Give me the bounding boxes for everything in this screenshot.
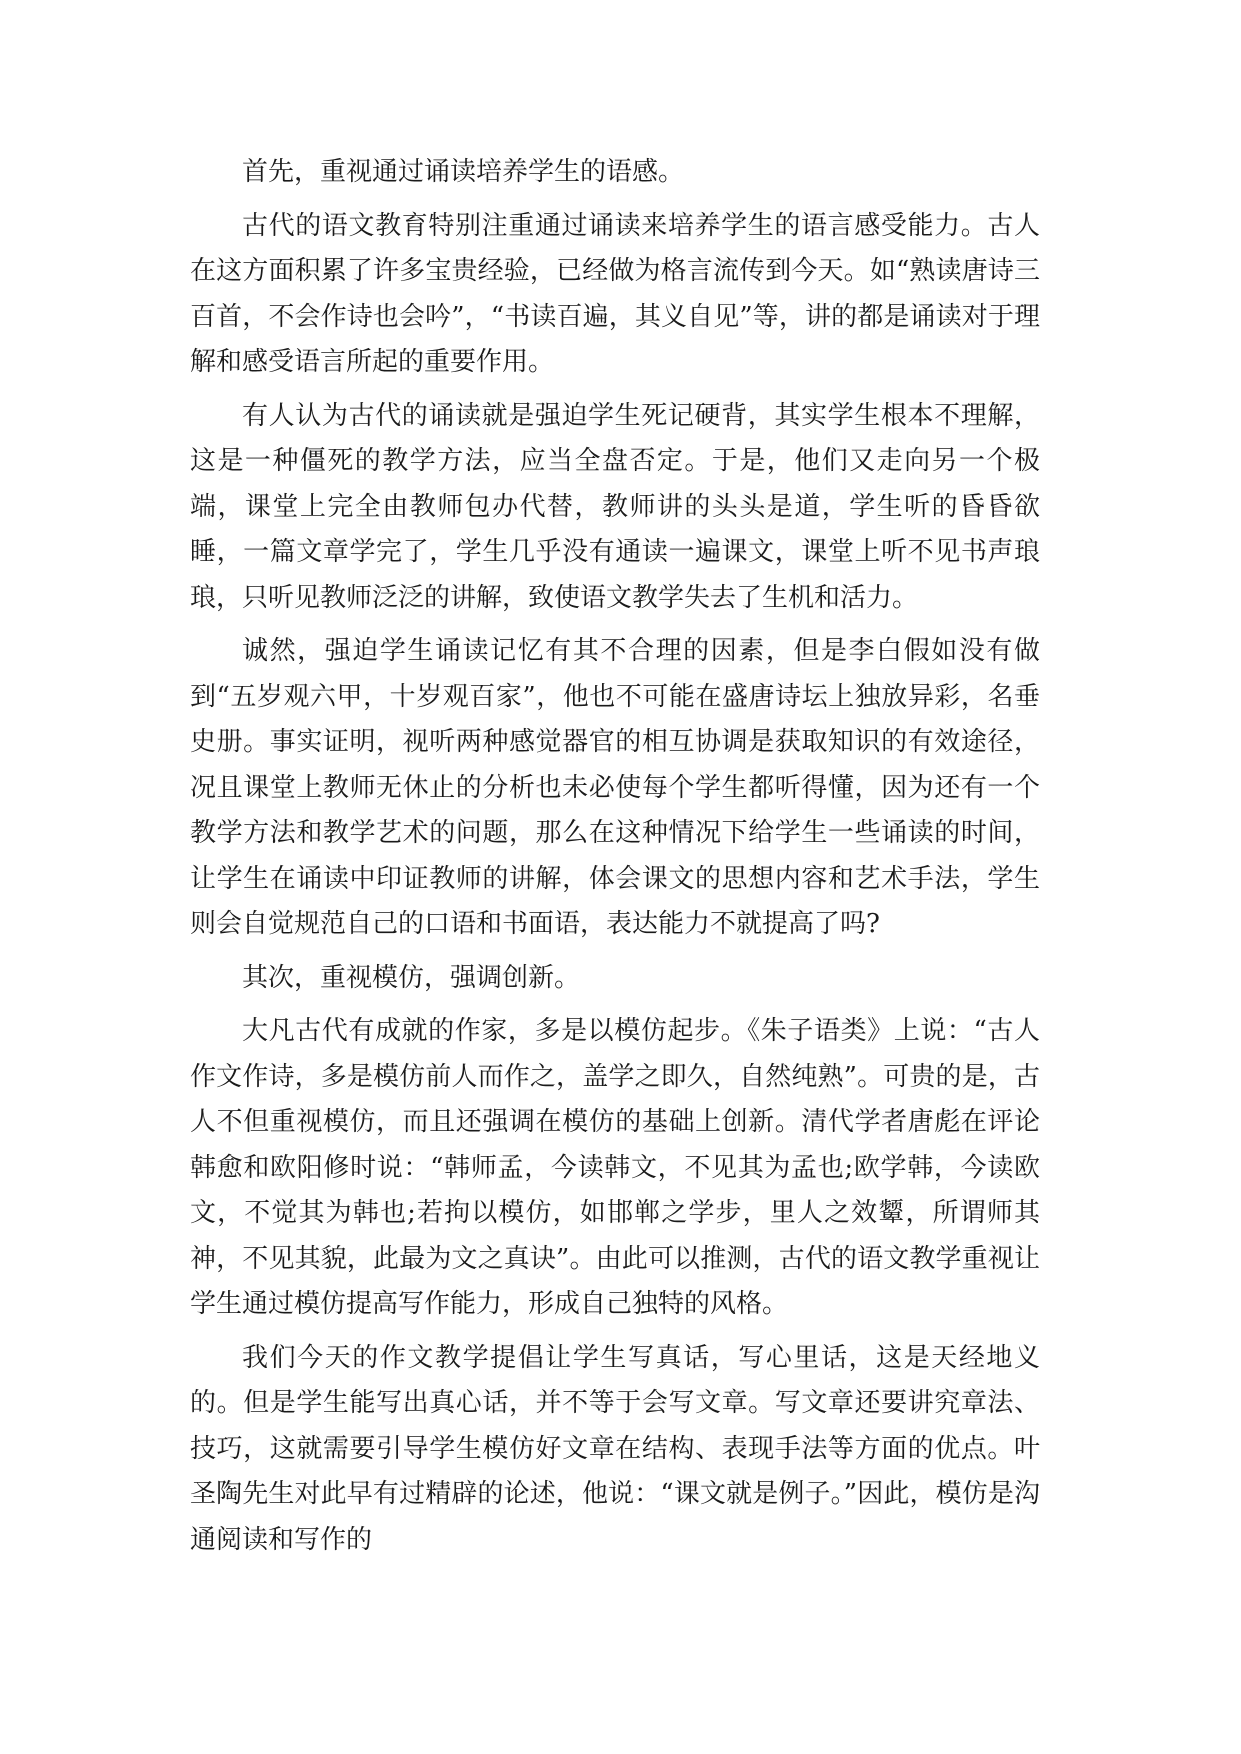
paragraph-gap <box>190 948 1040 956</box>
paragraph-gap <box>190 621 1040 629</box>
document-body <box>190 150 1040 1563</box>
paragraph: 有人认为古代的诵读就是强迫学生死记硬背，其实学生根本不理解，这是一种僵死的教学方法，应当全盘否定。于是，他们又走向另一个极端，课堂上完全由教师包办代替，教师讲的头头是道，学生听的昏昏欲睡，一篇文章学完了，学生几乎没有通读一遍课文，课堂上听不见书声琅琅，只听见教师泛泛的讲解，致使语文教学失去了生机和活力。 <box>190 400 1040 613</box>
paragraph-heading-1: 首先，重视通过诵读培养学生的语感。 <box>242 157 685 187</box>
paragraph-heading-2: 其次，重视模仿，强调创新。 <box>242 962 581 993</box>
paragraph: 我们今天的作文教学提倡让学生写真话，写心里话，这是天经地义的。但是学生能写出真心话，并不等于会写文章。写文章还要讲究章法、技巧，这就需要引导学生模仿好文章在结构、表现手法等方面的优点。叶圣陶先生对此早有过精辟的论述，他说：“课文就是例子。”因此，模仿是沟通阅读和写作的 <box>190 1342 1040 1555</box>
paragraph-gap <box>190 1001 1040 1009</box>
paragraph: 诚然，强迫学生诵读记忆有其不合理的因素，但是李白假如没有做到“五岁观六甲，十岁观百家”，他也不可能在盛唐诗坛上独放异彩，名垂史册。事实证明，视听两种感觉器官的相互协调是获取知识的有效途径，况且课堂上教师无休止的分析也未必使每个学生都听得懂，因为还有一个教学方法和教学艺术的问题，那么在这种情况下给学生一些诵读的时间，让学生在诵读中印证教师的讲解，体会课文的思想内容和艺术手法，学生则会自觉规范自己的口语和书面语，表达能力不就提高了吗? <box>190 636 1040 939</box>
paragraph: 古代的语文教育特别注重通过诵读来培养学生的语言感受能力。古人在这方面积累了许多宝贵经验，已经做为格言流传到今天。如“熟读唐诗三百首，不会作诗也会吟”，“书读百遍，其义自见”等，讲的都是诵读对于理解和感受语言所起的重要作用。 <box>190 210 1040 377</box>
paragraph-gap <box>190 196 1040 204</box>
paragraph-gap <box>190 386 1040 394</box>
paragraph: 大凡古代有成就的作家，多是以模仿起步。《朱子语类》上说：“古人作文作诗，多是模仿前人而作之，盖学之即久，自然纯熟”。可贵的是，古人不但重视模仿，而且还强调在模仿的基础上创新。清代学者唐彪在评论韩愈和欧阳修时说：“韩师孟，今读韩文，不见其为孟也;欧学韩，今读欧文，不觉其为韩也;若拘以模仿，如邯郸之学步，里人之效颦，所谓师其神，不见其貌，此最为文之真诀”。由此可以推测，古代的语文教学重视让学生通过模仿提高写作能力，形成自己独特的风格。 <box>190 1016 1040 1319</box>
paragraph-gap <box>190 1328 1040 1336</box>
